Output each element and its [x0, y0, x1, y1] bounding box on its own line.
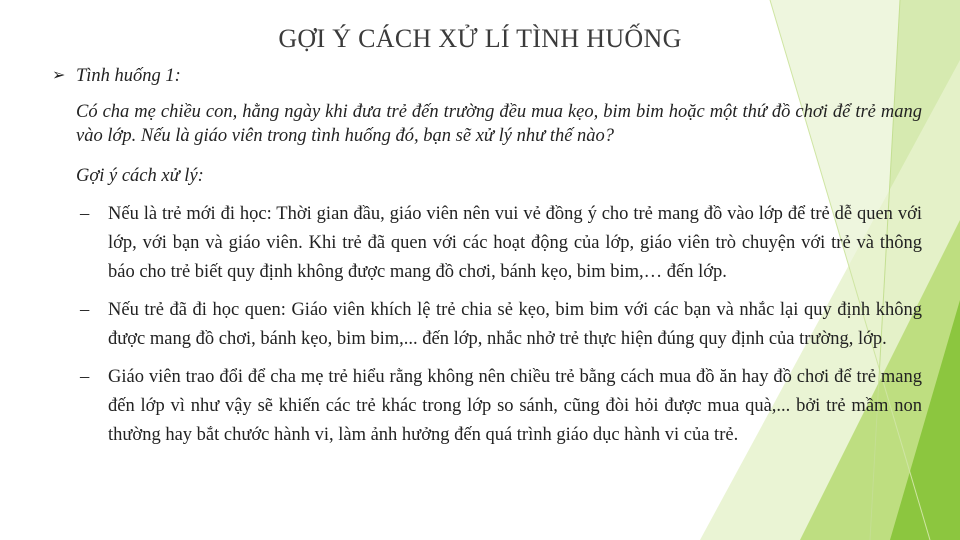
suggestion-item-text: Nếu trẻ đã đi học quen: Giáo viên khích lệ trẻ chia sẻ kẹo, bim bim với các bạn và nhắc lại quy định không được mang đồ chơi, bánh kẹo, bim bim,... đến lớp, nhắc nhở trẻ thực hiện đúng quy định của trường, lớp. [108, 300, 922, 349]
dash-bullet-icon: – [80, 204, 90, 224]
suggestion-item [52, 200, 922, 287]
suggestion-heading: Gợi ý cách xử lý: [76, 166, 204, 186]
slide-title: GỢI Ý CÁCH XỬ LÍ TÌNH HUỐNG [278, 24, 682, 53]
slide-content [52, 64, 922, 450]
suggestion-item [52, 296, 922, 354]
situation-heading: Tình huống 1: [76, 66, 181, 86]
suggestion-list [52, 200, 922, 450]
suggestion-item-text: Giáo viên trao đổi để cha mẹ trẻ hiểu rằng không nên chiều trẻ bằng cách mua đồ ăn hay đồ chơi để trẻ mang đến lớp vì như vậy sẽ khiến các trẻ khác trong lớp so sánh, cũng đòi hỏi được mua quà,... bởi trẻ mầm non thường hay bắt chước hành vi, làm ảnh hưởng đến quá trình giáo dục hành vi của trẻ. [108, 367, 922, 445]
suggestion-item [52, 363, 922, 450]
situation-heading-row [52, 64, 922, 88]
dash-bullet-icon: – [80, 367, 90, 387]
situation-description: Có cha mẹ chiều con, hằng ngày khi đưa trẻ đến trường đều mua kẹo, bim bim hoặc một thứ đồ chơi để trẻ mang vào lớp. Nếu là giáo viên trong tình huống đó, bạn sẽ xử lý như thế nào? [76, 102, 922, 146]
arrow-bullet-icon: ➢ [52, 67, 66, 84]
suggestion-item-text: Nếu là trẻ mới đi học: Thời gian đầu, giáo viên nên vui vẻ đồng ý cho trẻ mang đồ vào lớp để trẻ dễ quen với lớp, với bạn và giáo viên. Khi trẻ đã quen với các hoạt động của lớp, giáo viên trò chuyện với trẻ và thông báo cho trẻ biết quy định không được mang đồ chơi, bánh kẹo, bim bim,… đến lớp. [108, 204, 922, 282]
dash-bullet-icon: – [80, 300, 90, 320]
